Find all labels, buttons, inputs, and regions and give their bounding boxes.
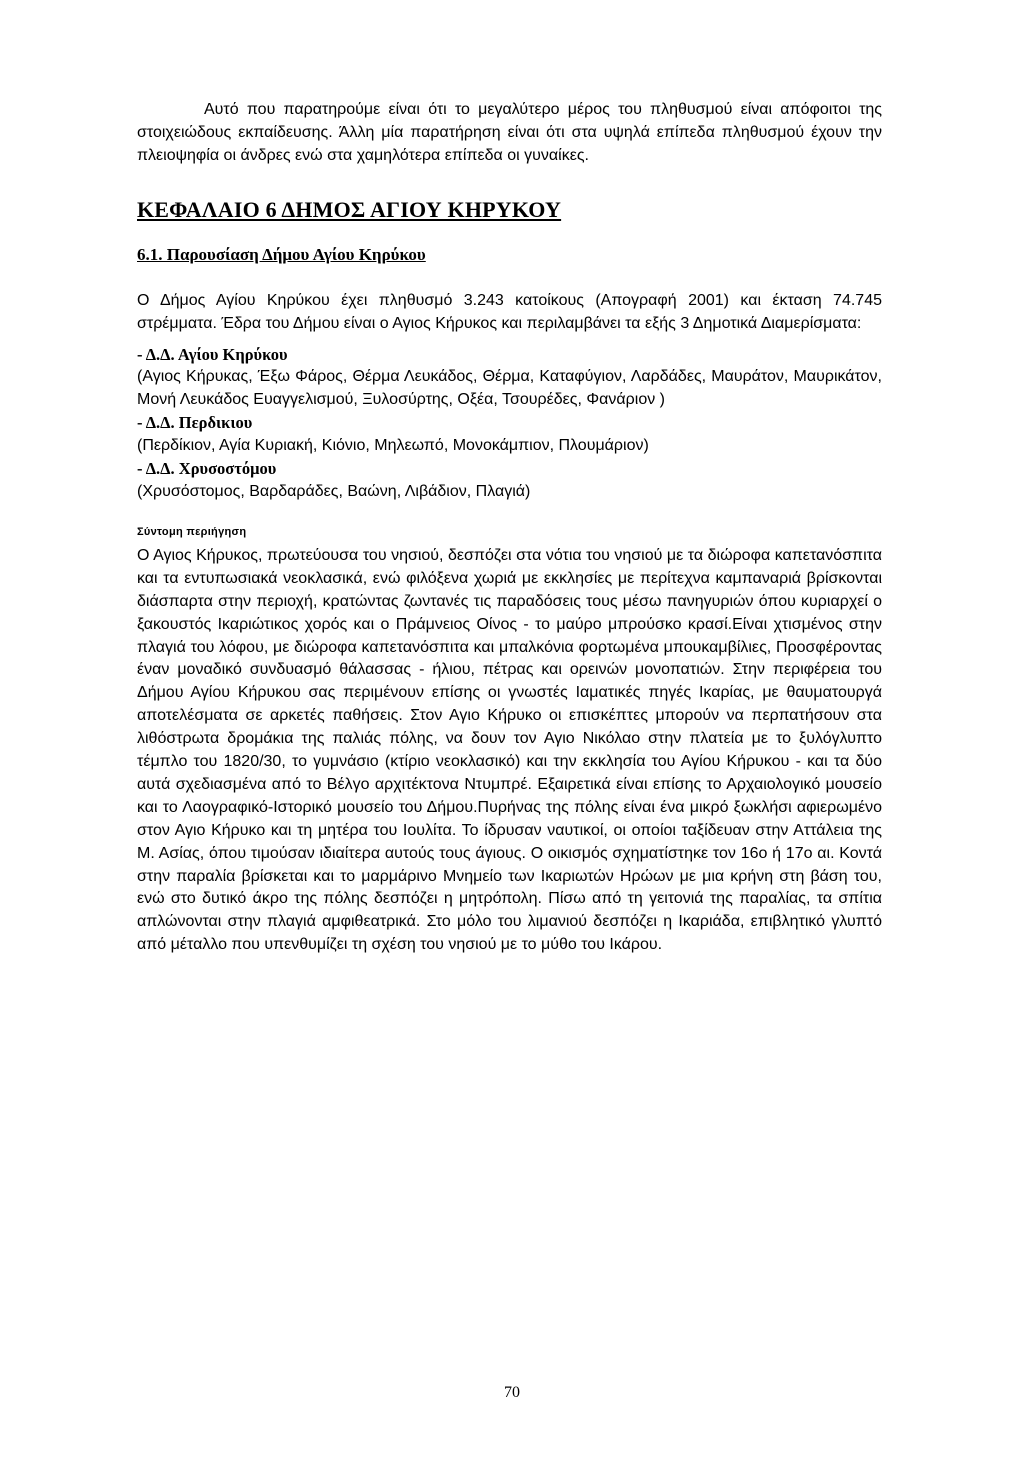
intro-paragraph: Αυτό που παρατηρούμε είναι ότι το μεγαλύτερο μέρος του πληθυσμού είναι απόφοιτοι της στοιχειώδους εκπαίδευσης. Άλλη μία παρατήρηση είναι ότι στα υψηλά επίπεδα πληθυσμού έχουν την πλειοψηφία οι άνδρες ενώ στα χαμηλότερα επίπεδα οι γυναίκες. <box>137 101 882 164</box>
district-label-chrysostomou: - Δ.Δ. Χρυσοστόμου <box>137 459 277 479</box>
district-label-perdikiou: - Δ.Δ. Περδικιου <box>137 413 253 433</box>
summary-text: Ο Αγιος Κήρυκος, πρωτεύουσα του νησιού, δεσπόζει στα νότια του νησιού με τα διώροφα καπετανόσπιτα και τα εντυπωσιακά νεοκλασικά, ενώ φιλόξενα χωριά με εκκλησίες με περίτεχνα καμπαναριά βρίσκονται διάσπαρτα στην περιοχή, κρατώντας ζωντανές τις παραδόσεις τους μέσω πανηγυριών όπου κυριαρχεί ο ξακουστός Ικαριώτικος χορός και ο Πράμνειος Οίνος - το μαύρο μπρούσκο κρασί.Είναι χτισμένος στην πλαγιά του λόφου, με διώροφα καπετανόσπιτα και μπαλκόνια φορτωμένα μπουκαμβίλιες, Προσφέροντας έναν μοναδικό συνδυασμό θάλασσας - ήλιου, πέτρας και ορεινών μονοπατιών. Στην περιφέρεια του Δήμου Αγίου Κήρυκου σας περιμένουν επίσης οι γνωστές Ιαματικές πηγές Ικαρίας, με θαυματουργά αποτελέσματα σε αρκετές παθήσεις. Στον Αγιο Κήρυκο οι επισκέπτες μπορούν να περπατήσουν στα λιθόστρωτα δρομάκια της παλιάς πόλης, να δουν τον Αγιο Νικόλαο στην πλατεία με το ξυλόγλυπτο τέμπλο του 1820/30, το γυμνάσιο (κτίριο νεοκλασικό) και την εκκλησία του Αγίου Κήρυκου - και τα δύο αυτά σχεδιασμένα από το Βέλγο αρχιτέκτονα Ντυμπρέ. Εξαιρετικά είναι επίσης το Αρχαιολογικό μουσείο και το Λαογραφικό-Ιστορικό μουσείο του Δήμου.Πυρήνας της πόλης είναι ένα μικρό ξωκλήσι αφιερωμένο στον Αγιο Κήρυκο και τη μητέρα του Ιουλίτα. Το ίδρυσαν ναυτικοί, οι οποίοι ταξίδευαν στην Αττάλεια της Μ. Ασίας, όπου τιμούσαν ιδιαίτερα αυτούς τους άγιους. Ο οικισμός σχηματίστηκε τον 16ο ή 17ο αι. Κοντά στην παραλία βρίσκεται και το μαρμάρινο Μνημείο των Ικαριωτών Ηρώων με μια κρήνη στη βάση του, ενώ στο δυτικό άκρο της πόλης δεσπόζει η μητρόπολη. Πίσω από τη γειτονιά της παραλίας, τα σπίτια απλώνονται στην πλαγιά αμφιθεατρικά. Στο μόλο του λιμανιού δεσπόζει η Ικαριάδα, επιβλητικό γλυπτό από μέταλλο που υπενθυμίζει τη σχέση του νησιού με το μύθο του Ικάρου. <box>137 546 882 954</box>
chapter-title: ΚΕΦΑΛΑΙΟ 6 ΔΗΜΟΣ ΑΓΙΟΥ ΚΗΡΥΚΟΥ <box>137 196 562 222</box>
summary-heading: Σύντομη περιήγηση <box>137 525 247 538</box>
district-places-perdikiou: (Περδίκιον, Αγία Κυριακή, Κιόνιο, Μηλεωπό, Μονοκάμπιον, Πλουμάριον) <box>137 437 649 455</box>
district-label-agios-kirykos: - Δ.Δ. Αγίου Κηρύκου <box>137 344 288 364</box>
page-content <box>137 99 882 957</box>
section-title: 6.1. Παρουσίαση Δήμου Αγίου Κηρύκου <box>137 244 426 264</box>
district-places-chrysostomou: (Χρυσόστομος, Βαρδαράδες, Βαώνη, Λιβάδιον, Πλαγιά) <box>137 482 531 500</box>
municipality-intro: Ο Δήμος Αγίου Κηρύκου έχει πληθυσμό 3.243 κατοίκους (Απογραφή 2001) και έκταση 74.745 στρέμματα. Έδρα του Δήμου είναι ο Αγιος Κήρυκος και περιλαμβάνει τα εξής 3 Δημοτικά Διαμερίσματα: <box>137 291 882 332</box>
page-number: 70 <box>504 1384 520 1401</box>
district-places-agios-kirykos: (Αγιος Κήρυκας, Έξω Φάρος, Θέρμα Λευκάδος, Θέρμα, Καταφύγιον, Λαρδάδες, Μαυράτον, Μαυρικάτον, Μονή Λευκάδος Ευαγγελισμού, Ξυλοσύρτης, Οξέα, Τσουρέδες, Φανάριον ) <box>137 368 882 409</box>
